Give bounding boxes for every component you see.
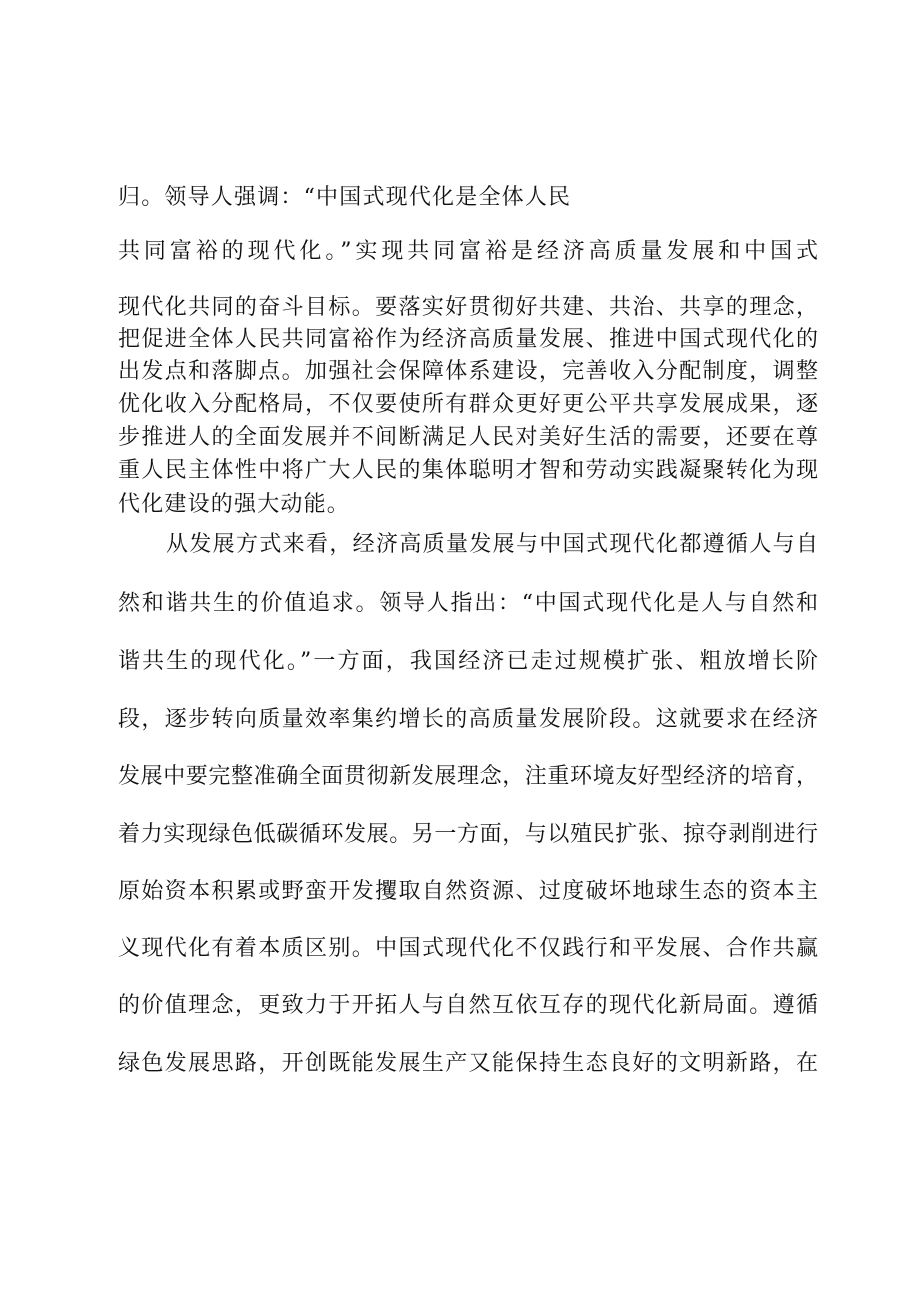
text-line: 共同富裕的现代化。”实现共同富裕是经济高质量发展和中国式 [118, 239, 818, 264]
text-line: 步推进人的全面发展并不间断满足人民对美好生活的需要，还要在尊 [118, 425, 818, 450]
text-line: 发展中要完整准确全面贯彻新发展理念，注重环境友好型经济的培育， [118, 764, 818, 789]
text-line: 然和谐共生的价值追求。领导人指出：“中国式现代化是人与自然和 [118, 591, 818, 616]
text-line: 归。领导人强调：“中国式现代化是全体人民 [118, 185, 572, 210]
text-line: 优化收入分配格局，不仅要使所有群众更好更公平共享发展成果，逐 [118, 392, 818, 417]
text-line: 着力实现绿色低碳循环发展。另一方面，与以殖民扩张、掠夺剥削进行 [118, 822, 818, 847]
text-line: 绿色发展思路，开创既能发展生产又能保持生态良好的文明新路，在 [118, 1051, 818, 1076]
text-line: 现代化共同的奋斗目标。要落实好贯彻好共建、共治、共享的理念， [118, 295, 818, 320]
text-line: 原始资本积累或野蛮开发攫取自然资源、过度破坏地球生态的资本主 [118, 879, 818, 904]
text-line: 出发点和落脚点。加强社会保障体系建设，完善收入分配制度，调整 [118, 359, 818, 384]
text-line: 谐共生的现代化。”一方面，我国经济已走过规模扩张、粗放增长阶 [118, 649, 818, 674]
text-line: 把促进全体人民共同富裕作为经济高质量发展、推进中国式现代化的 [118, 327, 818, 352]
text-line: 段，逐步转向质量效率集约增长的高质量发展阶段。这就要求在经济 [118, 707, 818, 732]
text-line: 代化建设的强大动能。 [118, 492, 351, 517]
text-line: 的价值理念，更致力于开拓人与自然互依互存的现代化新局面。遵循 [118, 993, 818, 1018]
text-line: 义现代化有着本质区别。中国式现代化不仅践行和平发展、合作共赢 [118, 936, 818, 961]
text-line: 重人民主体性中将广大人民的集体聪明才智和劳动实践凝聚转化为现 [118, 458, 818, 483]
text-line: 从发展方式来看，经济高质量发展与中国式现代化都遵循人与自 [166, 532, 818, 557]
